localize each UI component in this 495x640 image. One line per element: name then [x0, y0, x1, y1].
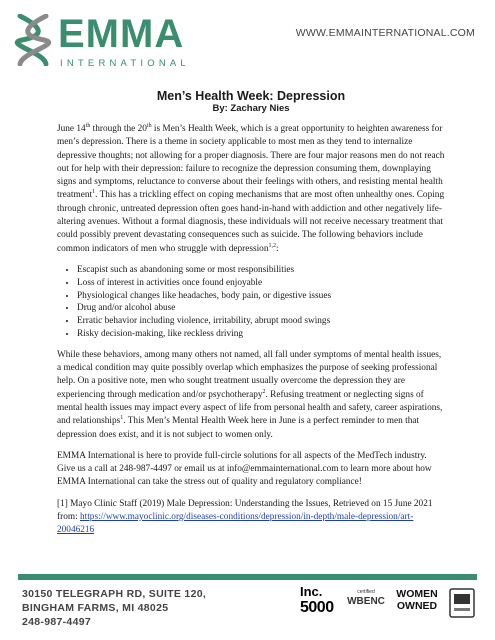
paragraph-contact: EMMA International is here to provide full-circle solutions for all aspects of the MedTech industry. Give us a call at 248-987-4497 or email us at info@emmainternational.com to learn more about how EMMA International can take the stress out of quality and regulatory compliance! [57, 450, 432, 488]
emma-dna-logo-icon [14, 14, 52, 66]
wbenc-badge: certified WBENC [347, 589, 385, 607]
article-byline: By: Zachary Nies [212, 103, 290, 114]
seal-icon [448, 587, 476, 619]
list-item: • Loss of interest in activities once found enjoyable [77, 277, 445, 290]
certification-badges [300, 585, 478, 621]
article-title: Men’s Health Week: Depression [156, 89, 346, 103]
footer-divider [18, 574, 477, 580]
phone-number: 248-987-4497 [22, 616, 91, 628]
reference: [1] Mayo Clinic Staff (2019) Male Depression: Understanding the Issues, Retrieved on 15 June 2021 from: https://www.mayoclinic.org/diseases-conditions/depression/in-depth/male-depression/art-20046216 [57, 498, 433, 536]
article [57, 89, 445, 546]
address-line: BINGHAM FARMS, MI 48025 [22, 602, 169, 614]
list-item: • Risky decision-making, like reckless driving [77, 328, 445, 341]
logo-wordmark: EMMA [58, 12, 185, 56]
list-item: • Physiological changes like headaches, body pain, or digestive issues [77, 290, 445, 303]
symptom-list [57, 264, 445, 341]
website-url[interactable]: WWW.EMMAINTERNATIONAL.COM [295, 27, 475, 39]
women-owned-badge: WOMEN OWNED [396, 588, 438, 612]
footer-address [22, 587, 206, 629]
list-item: • Erratic behavior including violence, irritability, abrupt mood swings [77, 315, 445, 328]
inc-5000-badge: Inc. 5000 [300, 584, 334, 616]
page-header [0, 0, 495, 80]
list-item: • Escapist such as abandoning some or most responsibilities [77, 264, 445, 277]
reference-link[interactable]: https://www.mayoclinic.org/diseases-conditions/depression/in-depth/male-depression/art-20046216 [57, 512, 414, 536]
paragraph-intro: June 14th through the 20th is Men’s Health Week, which is a great opportunity to heighten awareness for men’s depression. There is a theme in society applicable to most men as they tend to internalize depressive thoughts; not allowing for a proper diagnosis. There are four major reasons men do not reach out for help with their depression: failure to recognize the depression consuming them, downplaying signs and symptoms, reluctance to converse about their feelings with others, and resisting mental health treatment$^1$. This has a trickling effect on coping mechanisms that are most often unhealthy ones. Coping through chronic, untreated depression often goes hand-in-hand with addiction and other negatively life-altering avenues. Without a formal diagnosis, these individuals will not receive necessary treatment that could possibly prevent devastating consequences such as suicide. The following behaviors include common indicators of men who struggle with depression$^{1,2}$: [57, 122, 445, 254]
logo-subtitle: INTERNATIONAL [60, 58, 190, 69]
paragraph-treatment: While these behaviors, among many others not named, all fall under symptoms of mental health issues, a medical condition may quite possibly overlap which emphasizes the purpose of seeking professional help. On a positive note, men who sought treatment usually overcome the depression they are experiencing through medication and/or psychotherapy$^2$. Refusing treatment or neglecting signs of mental health issues may impact every aspect of life from personal health and safety, career aspirations, and relationships$^1$. This Men’s Mental Health Week here in June is a perfect reminder to men that depression does exist, and it is not subject to women only. [57, 349, 443, 440]
address-line: 30150 TELEGRAPH RD, SUITE 120, [22, 588, 207, 600]
list-item: • Drug and/or alcohol abuse [77, 302, 445, 315]
